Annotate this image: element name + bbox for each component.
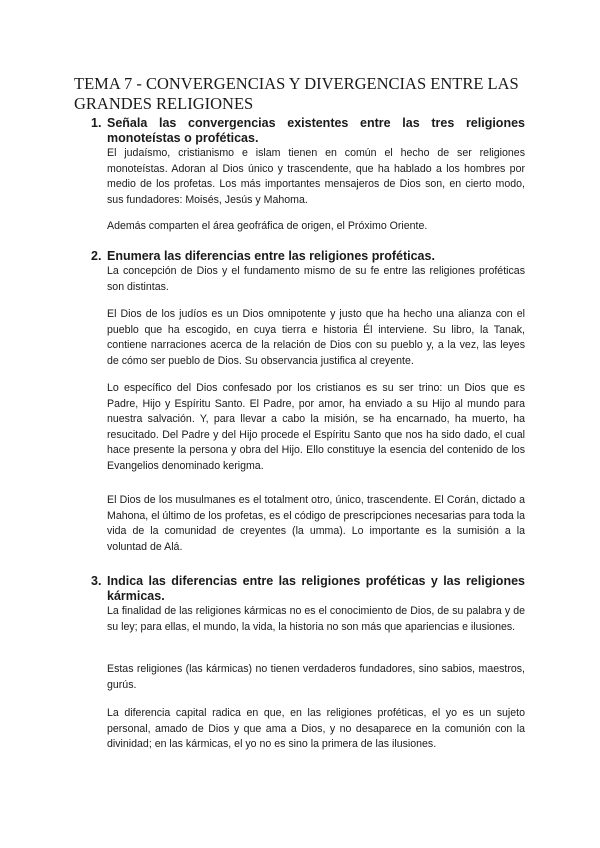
paragraph: El judaísmo, cristianismo e islam tienen en común el hecho de ser religiones monoteístas. Adoran al Dios único y trascendente, que ha hablado a los hombres por medio de los profetas. Los más importantes mensajeros de Dios son, en cierto modo, sus fundadores: Moisés, Jesús y Mahoma. xyxy=(107,147,525,206)
paragraph: El Dios de los musulmanes es el totalment otro, único, trascendente. El Corán, dictado a Mahona, el último de los profetas, es el código de prescripciones necesarias para toda la vida de la comunidad de creyentes (la umma). Lo importante es la sumisión a la voluntad de Alá. xyxy=(107,494,525,553)
paragraph: El Dios de los judíos es un Dios omnipotente y justo que ha hecho una alianza con el pueblo que ha escogido, en cuya tierra e historia Él interviene. Su libro, la Tanak, contiene narraciones acerca de la relación de Dios con su pueblo y, a la vez, las leyes de cómo ser pueblo de Dios. Su observancia justifica al creyente. xyxy=(107,308,525,367)
question-number: 2. xyxy=(91,249,102,263)
question-heading: Señala las convergencias existentes entre las tres religiones monoteístas o proféticas. xyxy=(107,116,525,145)
question-heading: Enumera las diferencias entre las religiones proféticas. xyxy=(107,249,435,263)
paragraph: La diferencia capital radica en que, en las religiones proféticas, el yo es un sujeto personal, amado de Dios y que ama a Dios, y no desaparece en la comunión con la divinidad; en las kármicas, el yo no es sino la primera de las ilusiones. xyxy=(107,707,525,751)
document-title: TEMA 7 - CONVERGENCIAS Y DIVERGENCIAS ENTRE LAS GRANDES RELIGIONES xyxy=(74,74,519,113)
paragraph: La concepción de Dios y el fundamento mismo de su fe entre las religiones proféticas son distintas. xyxy=(107,265,525,293)
paragraph: Lo específico del Dios confesado por los cristianos es su ser trino: un Dios que es Padre, Hijo y Espíritu Santo. El Padre, por amor, ha enviado a su Hijo al mundo para nuestra salvación. Y, para llevar a cabo la misión, se ha encarnado, ha muerto, ha resucitado. Del Padre y del Hijo procede el Espíritu Santo que nos ha sido dado, el cual hace presente la persona y obra del Hijo. Ello constituye la esencia del contenido de los Evangelios denominado kerigma. xyxy=(107,382,525,472)
question-heading: Indica las diferencias entre las religiones proféticas y las religiones kármicas. xyxy=(107,574,525,603)
question-number: 1. xyxy=(91,116,102,130)
paragraph: Además comparten el área geofráfica de origen, el Próximo Oriente. xyxy=(107,220,428,232)
question-number: 3. xyxy=(91,574,102,588)
paragraph: La finalidad de las religiones kármicas no es el conocimiento de Dios, de su palabra y de su ley; para ellas, el mundo, la vida, la historia no son más que apariencias e ilusiones. xyxy=(107,605,525,633)
paragraph: Estas religiones (las kármicas) no tienen verdaderos fundadores, sino sabios, maestros, gurús. xyxy=(107,663,525,691)
